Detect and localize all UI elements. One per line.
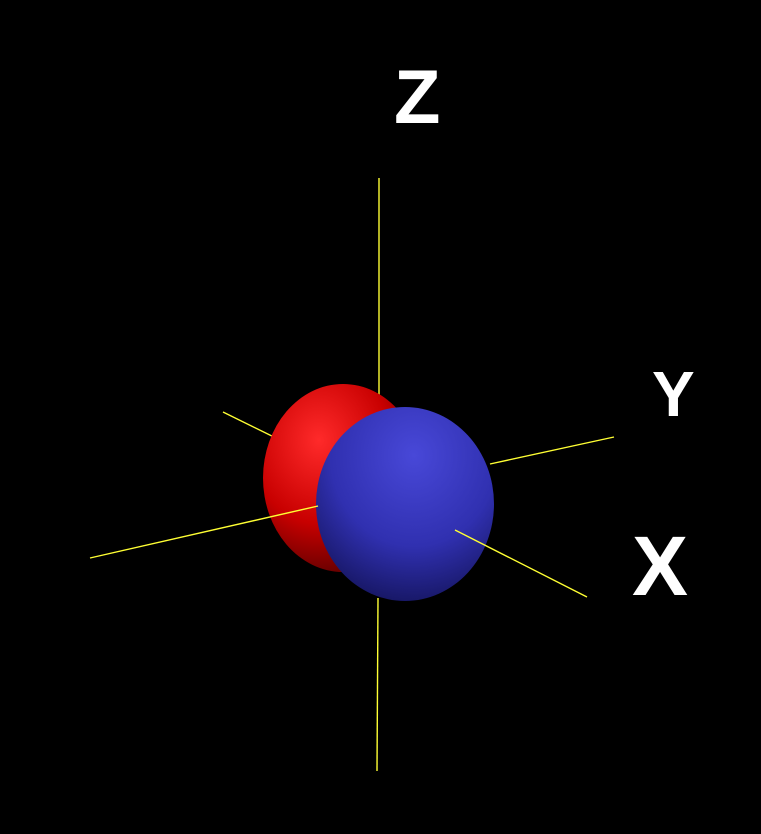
blue-lobe (316, 407, 494, 601)
y-axis-label: Y (652, 358, 695, 430)
z-axis-label: Z (394, 55, 441, 140)
x-axis-label: X (632, 519, 689, 613)
y-axis-line-back (223, 412, 280, 440)
z-axis-line-lower (377, 598, 378, 771)
y-axis-line-front (490, 437, 614, 464)
